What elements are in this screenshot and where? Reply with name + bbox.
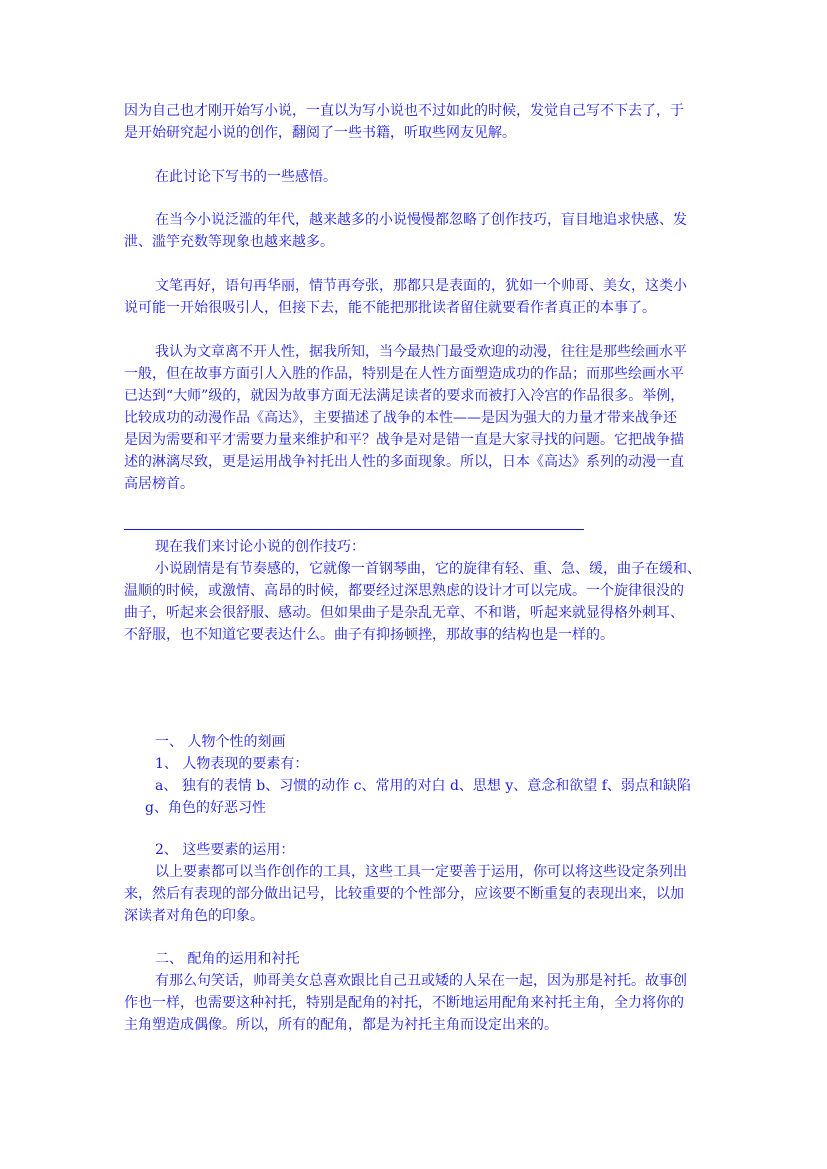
text-line: 深读者对角色的印象。: [124, 908, 264, 924]
text-line: 主角塑造成偶像。所以，所有的配角，都是为衬托主角而设定出来的。: [124, 1017, 558, 1033]
text-line: 因为自己也才刚开始写小说，一直以为写小说也不过如此的时候，发觉自己写不下去了，于: [124, 103, 684, 119]
text-line: 曲子，听起来会很舒服、感动。但如果曲子是杂乱无章、不和谐，听起来就显得格外刺耳、: [124, 605, 684, 621]
text-line: 已达到“大师”级的，就因为故事方面无法满足读者的要求而被打入冷宫的作品很多。举例，: [124, 388, 685, 404]
text-line: 小说剧情是有节奏感的，它就像一首钢琴曲，它的旋律有轻、重、急、缓，曲子在缓和、: [155, 561, 701, 577]
text-line: 比较成功的动漫作品《高达》，主要描述了战争的本性——是因为强大的力量才带来战争还: [124, 410, 677, 426]
text-line: 来，然后有表现的部分做出记号，比较重要的个性部分，应该要不断重复的表现出来，以加: [124, 886, 684, 902]
text-line: 现在我们来讨论小说的创作技巧：: [155, 539, 365, 555]
text-line: 我认为文章离不开人性，据我所知，当今最热门最受欢迎的动漫，往往是那些绘画水平: [155, 344, 687, 360]
section-heading: 二、 配角的运用和衬托: [155, 951, 300, 967]
text-line: 以上要素都可以当作创作的工具，这些工具一定要善于运用，你可以将这些设定条列出: [155, 864, 687, 880]
text-line: 不舒服，也不知道它要表达什么。曲子有抑扬顿挫，那故事的结构也是一样的。: [124, 627, 614, 643]
text-line: 在此讨论下写书的一些感悟。: [155, 169, 337, 185]
text-line: 一般，但在故事方面引人入胜的作品，特别是在人性方面塑造成功的作品；而那些绘画水平: [124, 366, 684, 382]
text-line: 高居榜首。: [124, 476, 194, 492]
text-line: 是开始研究起小说的创作，翻阅了一些书籍，听取些网友见解。: [124, 125, 516, 141]
text-line: 有那么句笑话，帅哥美女总喜欢跟比自己丑或矮的人呆在一起，因为那是衬托。故事创: [155, 973, 687, 989]
text-line: g、角色的好恶习性: [145, 800, 266, 816]
text-line: 在当今小说泛滥的年代，越来越多的小说慢慢都忽略了创作技巧，盲目地追求快感、发: [155, 212, 687, 228]
text-line: a、 独有的表情 b、习惯的动作 c、常用的对白 d、思想 y、意念和欲望 f、弱点和缺陷: [155, 778, 691, 794]
text-line: 文笔再好，语句再华丽，情节再夸张，那都只是表面的，犹如一个帅哥、美女，这类小: [155, 278, 687, 294]
horizontal-rule: [124, 529, 584, 530]
text-line: 温顺的时候，或激情、高昂的时候，都要经过深思熟虑的设计才可以完成。一个旋律很没的: [124, 583, 684, 599]
section-heading: 一、 人物个性的刻画: [155, 734, 286, 750]
text-line: 泄、滥竽充数等现象也越来越多。: [124, 234, 334, 250]
subsection-heading: 2、 这些要素的运用：: [155, 842, 295, 858]
subsection-heading: 1、 人物表现的要素有：: [155, 756, 309, 772]
text-line: 述的淋漓尽致，更是运用战争衬托出人性的多面现象。所以，日本《高达》系列的动漫一直: [124, 454, 684, 470]
text-line: 作也一样，也需要这种衬托，特别是配角的衬托，不断地运用配角来衬托主角，全力将你的: [124, 995, 684, 1011]
text-line: 是因为需要和平才需要力量来维护和平？战争是对是错一直是大家寻找的问题。它把战争描: [124, 432, 684, 448]
text-line: 说可能一开始很吸引人，但接下去，能不能把那批读者留住就要看作者真正的本事了。: [124, 300, 656, 316]
